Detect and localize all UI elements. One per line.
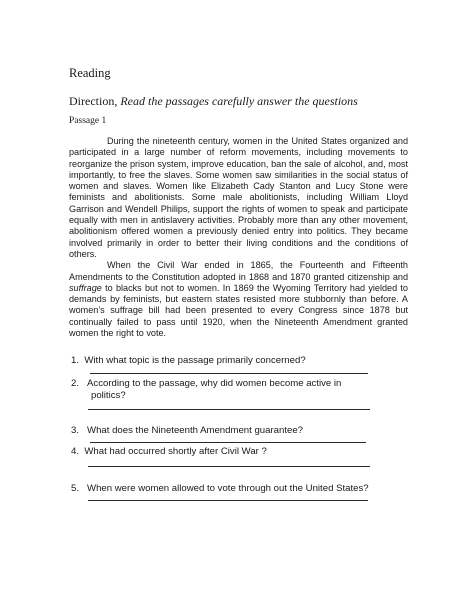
question-text: What had occurred shortly after Civil War ? <box>84 446 267 457</box>
passage-emphasis-suffrage: suffrage <box>69 282 102 293</box>
answer-line-3[interactable] <box>90 442 366 443</box>
question-text: According to the passage, why did women become active in <box>87 378 342 389</box>
question-text: With what topic is the passage primarily concerned? <box>84 355 306 366</box>
question-number: 3. <box>71 425 80 436</box>
answer-line-5[interactable] <box>88 500 368 501</box>
question-text: When were women allowed to vote through out the United States? <box>87 483 369 494</box>
passage-label: Passage 1 <box>69 116 107 126</box>
passage-paragraph-1: During the nineteenth century, women in the United States organized and participated in a large number of reform movements, including movements to reorganize the prison system, improve education, ban the sale of alcohol, and, most importantly, to free the slaves. Some women saw similarities in the social status of women and slaves. Women like Elizabeth Cady Stanton and Lucy Stone were feminists and abolitionists. Some male abolitionists, including William Lloyd Garrison and Wendell Philips, support the rights of women to speak and participate equally with men in antislavery activities. Probably more than any other movement, abolitionism offered women a previously denied entry into politics. They became involved primarily in order to better their living conditions and the conditions of others. <box>69 136 408 259</box>
question-number: 4. <box>71 446 80 457</box>
passage-paragraph-2 <box>69 260 408 339</box>
passage-paragraph-2-part-1: When the Civil War ended in 1865, the Fourteenth and Fifteenth Amendments to the Constitution adopted in 1868 and 1870 granted citizenship and <box>69 260 408 282</box>
answer-line-4[interactable] <box>88 466 370 467</box>
answer-line-2[interactable] <box>88 409 370 410</box>
question-text: What does the Nineteenth Amendment guarantee? <box>87 425 304 436</box>
question-3 <box>71 425 303 437</box>
question-2-continued: politics? <box>91 390 126 401</box>
passage-paragraph-2-part-2: to blacks but not to women. In 1869 the Wyoming Territory had yielded to demands by feminists, but eastern states resisted more stubbornly than before. A women’s suffrage bill had been presented to every Congress since 1878 but continually failed to pass until 1920, when the Nineteenth Amendment granted women the right to vote. <box>69 282 408 339</box>
question-4 <box>71 446 267 458</box>
passage-text <box>69 136 408 339</box>
question-number: 5. <box>71 483 80 494</box>
question-1 <box>71 355 306 367</box>
question-number: 1. <box>71 355 80 366</box>
answer-line-1[interactable] <box>90 373 368 374</box>
page-title: Reading <box>69 66 111 80</box>
question-5 <box>71 483 369 495</box>
direction-text: Read the passages carefully answer the questions <box>120 94 358 108</box>
direction-line <box>69 94 358 109</box>
direction-label: Direction, <box>69 94 118 108</box>
question-2 <box>71 378 341 390</box>
question-number: 2. <box>71 378 80 389</box>
